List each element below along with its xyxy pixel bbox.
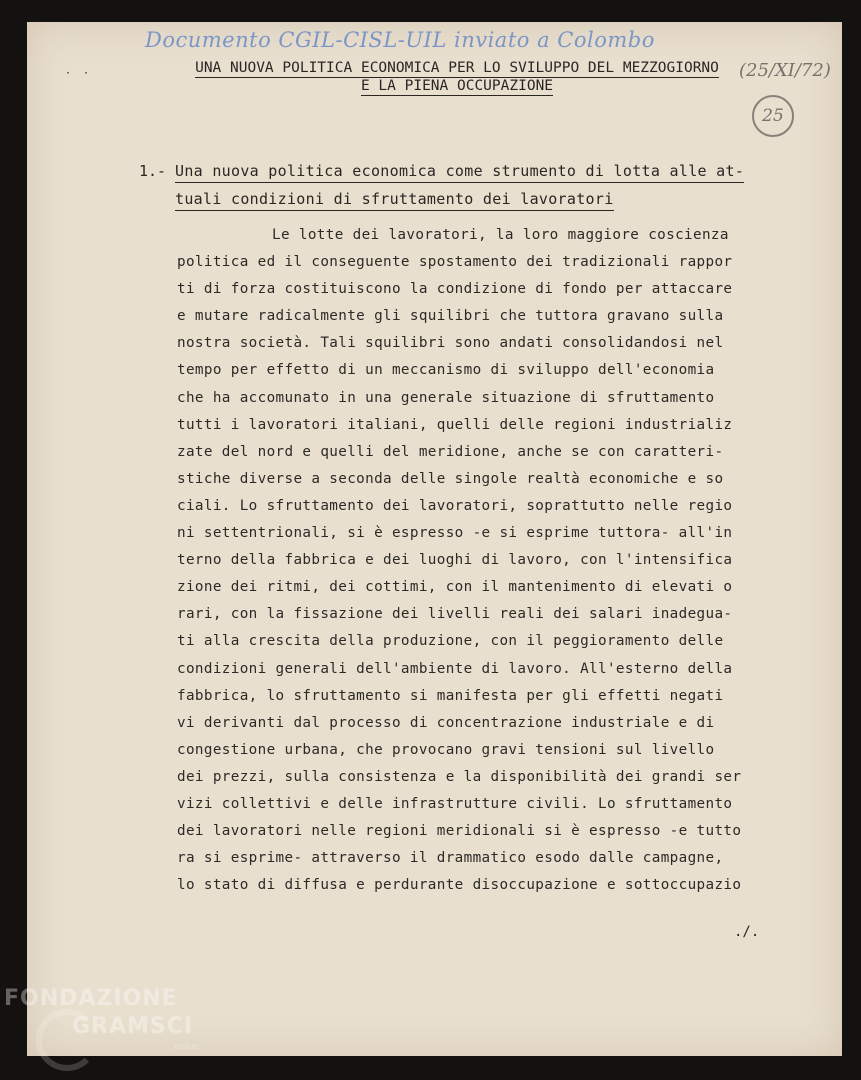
body-line: rari, con la fissazione dei livelli reali dei salari inadegua- <box>177 606 733 623</box>
title-text-2: E LA PIENA OCCUPAZIONE <box>360 78 554 94</box>
body-line: ti alla crescita della produzione, con il peggioramento delle <box>177 633 724 650</box>
body-line: dei lavoratori nelle regioni meridionali si è espresso -e tutto <box>177 823 742 840</box>
body-line: zate del nord e quelli del meridione, anche se con caratteri- <box>177 443 724 460</box>
watermark-g-icon <box>36 1009 98 1071</box>
body-line: lo stato di diffusa e perdurante disoccupazione e sottoccupazio <box>177 877 742 894</box>
body-line: e mutare radicalmente gli squilibri che tuttora gravano sulla <box>177 308 724 325</box>
circled-page-number: 25 <box>752 95 794 137</box>
body-line: ti di forza costituiscono la condizione di fondo per attaccare <box>177 281 733 298</box>
body-paragraph <box>177 222 787 899</box>
body-line: tutti i lavoratori italiani, quelli delle regioni industrializ <box>177 416 733 433</box>
handwritten-date: (25/XI/72) <box>739 60 831 81</box>
body-line: congestione urbana, che provocano gravi tensioni sul livello <box>177 741 715 758</box>
body-line: Le lotte dei lavoratori, la loro maggiore coscienza <box>272 227 729 243</box>
body-line: stiche diverse a seconda delle singole realtà economiche e so <box>177 470 724 487</box>
watermark-line-1: FONDAZIONE <box>4 986 178 1011</box>
watermark <box>4 985 224 1053</box>
section-heading-text-1: Una nuova politica economica come strumento di lotta alle at- <box>175 162 744 183</box>
handwritten-note: Documento CGIL-CISL-UIL inviato a Colombo <box>145 28 655 52</box>
body-line: che ha accomunato in una generale situazione di sfruttamento <box>177 389 715 406</box>
body-line: terno della fabbrica e dei luoghi di lavoro, con l'intensifica <box>177 552 733 569</box>
body-line: vizi collettivi e delle infrastrutture civili. Lo sfruttamento <box>177 795 733 812</box>
body-line: dei prezzi, sulla consistenza e la disponibilità dei grandi ser <box>177 768 742 785</box>
body-line: fabbrica, lo sfruttamento si manifesta per gli effetti negati <box>177 687 724 704</box>
body-line: tempo per effetto di un meccanismo di sviluppo dell'economia <box>177 362 715 379</box>
body-line: nostra società. Tali squilibri sono andati consolidandosi nel <box>177 335 724 352</box>
continuation-mark: ./. <box>734 924 760 940</box>
watermark-line-3: onlus <box>174 1042 199 1052</box>
body-line: politica ed il conseguente spostamento dei tradizionali rappor <box>177 254 733 271</box>
body-line: vi derivanti dal processo di concentrazione industriale e di <box>177 714 715 731</box>
document-title-line-1 <box>167 60 747 76</box>
section-heading-text-2: tuali condizioni di sfruttamento dei lavoratori <box>175 190 614 211</box>
body-line: ciali. Lo sfruttamento dei lavoratori, soprattutto nelle regio <box>177 497 733 514</box>
body-line: ni settentrionali, si è espresso -e si esprime tuttora- all'in <box>177 525 733 542</box>
document-page <box>27 22 842 1056</box>
body-line: ra si esprime- attraverso il drammatico esodo dalle campagne, <box>177 850 724 867</box>
body-line: zione dei ritmi, dei cottimi, con il mantenimento di elevati o <box>177 579 733 596</box>
section-number: 1.- <box>139 162 167 180</box>
section-heading-line-1 <box>175 162 744 180</box>
paper-specks: · · <box>65 68 90 79</box>
watermark-line-2: GRAMSCI <box>72 1014 194 1039</box>
title-text-1: UNA NUOVA POLITICA ECONOMICA PER LO SVILUPPO DEL MEZZOGIORNO <box>195 60 719 76</box>
document-title-line-2 <box>167 78 747 94</box>
body-line: condizioni generali dell'ambiente di lavoro. All'esterno della <box>177 660 733 677</box>
section-heading-line-2 <box>175 190 614 208</box>
